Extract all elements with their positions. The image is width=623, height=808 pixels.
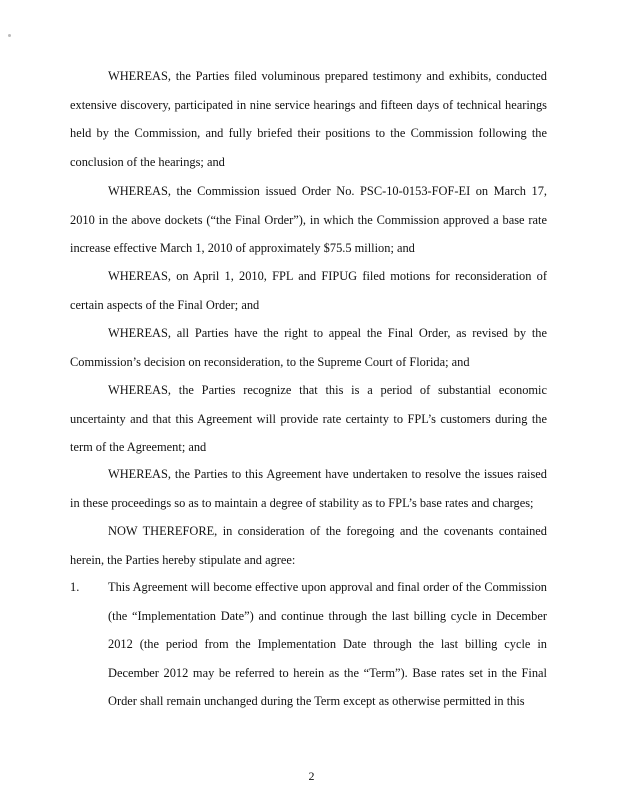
scan-artifact: [8, 34, 11, 37]
paragraph-whereas-appeal: WHEREAS, all Parties have the right to appeal the Final Order, as revised by the Commission’s decision on reconsideration, to the Supreme Court of Florida; and: [70, 326, 547, 369]
page-number: 2: [308, 769, 315, 783]
paragraph-whereas-testimony: WHEREAS, the Parties filed voluminous prepared testimony and exhibits, conducted extensive discovery, participated in nine service hearings and fifteen days of technical hearings held by the Commission, and fully briefed their positions to the Commission following the conclusion of the hearings; and: [70, 69, 547, 169]
item-text: This Agreement will become effective upon approval and final order of the Commission (the “Implementation Date”) and continue through the last billing cycle in December 2012 (the period from the Implementation Date through the last billing cycle in December 2012 may be referred to herein as the “Term”). Base rates set in the Final Order shall remain unchanged during the Term except as otherwise permitted in this: [108, 580, 547, 708]
paragraph-whereas-stability: WHEREAS, the Parties to this Agreement have undertaken to resolve the issues raised in these proceedings so as to maintain a degree of stability as to FPL’s base rates and charges;: [70, 467, 547, 510]
numbered-item-1: [70, 573, 547, 716]
paragraph-now-therefore: NOW THEREFORE, in consideration of the foregoing and the covenants contained herein, the Parties hereby stipulate and agree:: [70, 524, 547, 567]
paragraph-whereas-uncertainty: WHEREAS, the Parties recognize that this is a period of substantial economic uncertainty and that this Agreement will provide rate certainty to FPL’s customers during the term of the Agreement; and: [70, 383, 547, 454]
paragraph-whereas-reconsideration: WHEREAS, on April 1, 2010, FPL and FIPUG filed motions for reconsideration of certain aspects of the Final Order; and: [70, 269, 547, 312]
item-number: 1.: [70, 580, 80, 594]
paragraph-whereas-final-order: WHEREAS, the Commission issued Order No. PSC-10-0153-FOF-EI on March 17, 2010 in the above dockets (“the Final Order”), in which the Commission approved a base rate increase effective March 1, 2010 of approximately $75.5 million; and: [70, 184, 547, 255]
